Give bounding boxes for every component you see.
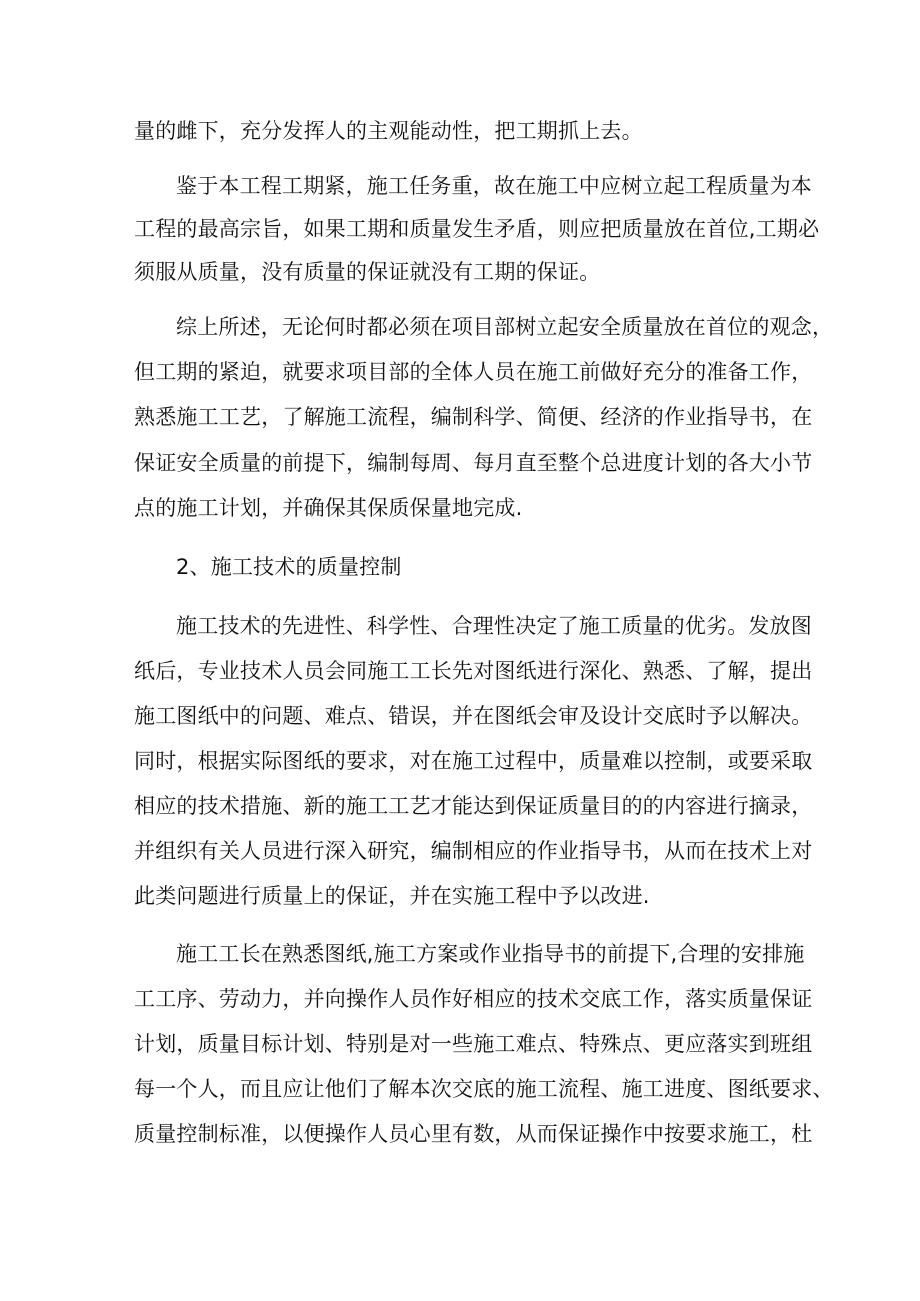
- section-heading: 2、施工技术的质量控制: [176, 555, 402, 579]
- paragraph-3-line-7: 此类问题进行质量上的保证，并在实施工程中予以改进.: [134, 884, 650, 908]
- paragraph-2-line-4: 保证安全质量的前提下，编制每周、每月直至整个总进度计划的各大小节: [134, 451, 813, 475]
- paragraph-2-line-2: 但工期的紧迫，就要求项目部的全体人员在施工前做好充分的准备工作，: [134, 360, 813, 384]
- paragraph-4-line-3: 计划，质量目标计划、特别是对一些施工难点、特殊点、更应落实到班组: [134, 1032, 813, 1056]
- paragraph-3-line-5: 相应的技术措施、新的施工工艺才能达到保证质量目的的内容进行摘录，: [134, 794, 813, 818]
- text-line-1: 量的雌下，充分发挥人的主观能动性，把工期抓上去。: [134, 119, 643, 143]
- paragraph-3-line-1: 施工技术的先进性、科学性、合理性决定了施工质量的优劣。发放图: [176, 614, 812, 638]
- paragraph-3-line-2: 纸后，专业技术人员会同施工工长先对图纸进行深化、熟悉、了解，提出: [134, 659, 813, 683]
- paragraph-4-line-5: 质量控制标准，以便操作人员心里有数，从而保证操作中按要求施工，杜: [134, 1122, 813, 1146]
- paragraph-1-line-2: 工程的最高宗旨，如果工期和质量发生矛盾，则应把质量放在首位,工期必: [134, 217, 820, 241]
- paragraph-4-line-4: 每一个人，而且应让他们了解本次交底的施工流程、施工进度、图纸要求、: [134, 1077, 834, 1101]
- paragraph-3-line-3: 施工图纸中的问题、难点、错误，并在图纸会审及设计交底时予以解决。: [134, 704, 813, 728]
- paragraph-3-line-4: 同时，根据实际图纸的要求，对在施工过程中，质量难以控制，或要采取: [134, 749, 813, 773]
- paragraph-2-line-1: 综上所述，无论何时都必须在项目部树立起安全质量放在首位的观念，: [176, 315, 834, 339]
- paragraph-3-line-6: 并组织有关人员进行深入研究，编制相应的作业指导书，从而在技术上对: [134, 839, 813, 863]
- paragraph-4-line-1: 施工工长在熟悉图纸,施工方案或作业指导书的前提下,合理的安排施: [176, 942, 805, 966]
- paragraph-2-line-3: 熟悉施工工艺，了解施工流程，编制科学、简便、经济的作业指导书，在: [134, 405, 813, 429]
- paragraph-1-line-3: 须服从质量，没有质量的保证就没有工期的保证。: [134, 260, 601, 284]
- paragraph-4-line-2: 工工序、劳动力，并向操作人员作好相应的技术交底工作，落实质量保证: [134, 987, 813, 1011]
- paragraph-1-line-1: 鉴于本工程工期紧，施工任务重，故在施工中应树立起工程质量为本: [176, 174, 812, 198]
- paragraph-2-line-5: 点的施工计划，并确保其保质保量地完成.: [134, 496, 523, 520]
